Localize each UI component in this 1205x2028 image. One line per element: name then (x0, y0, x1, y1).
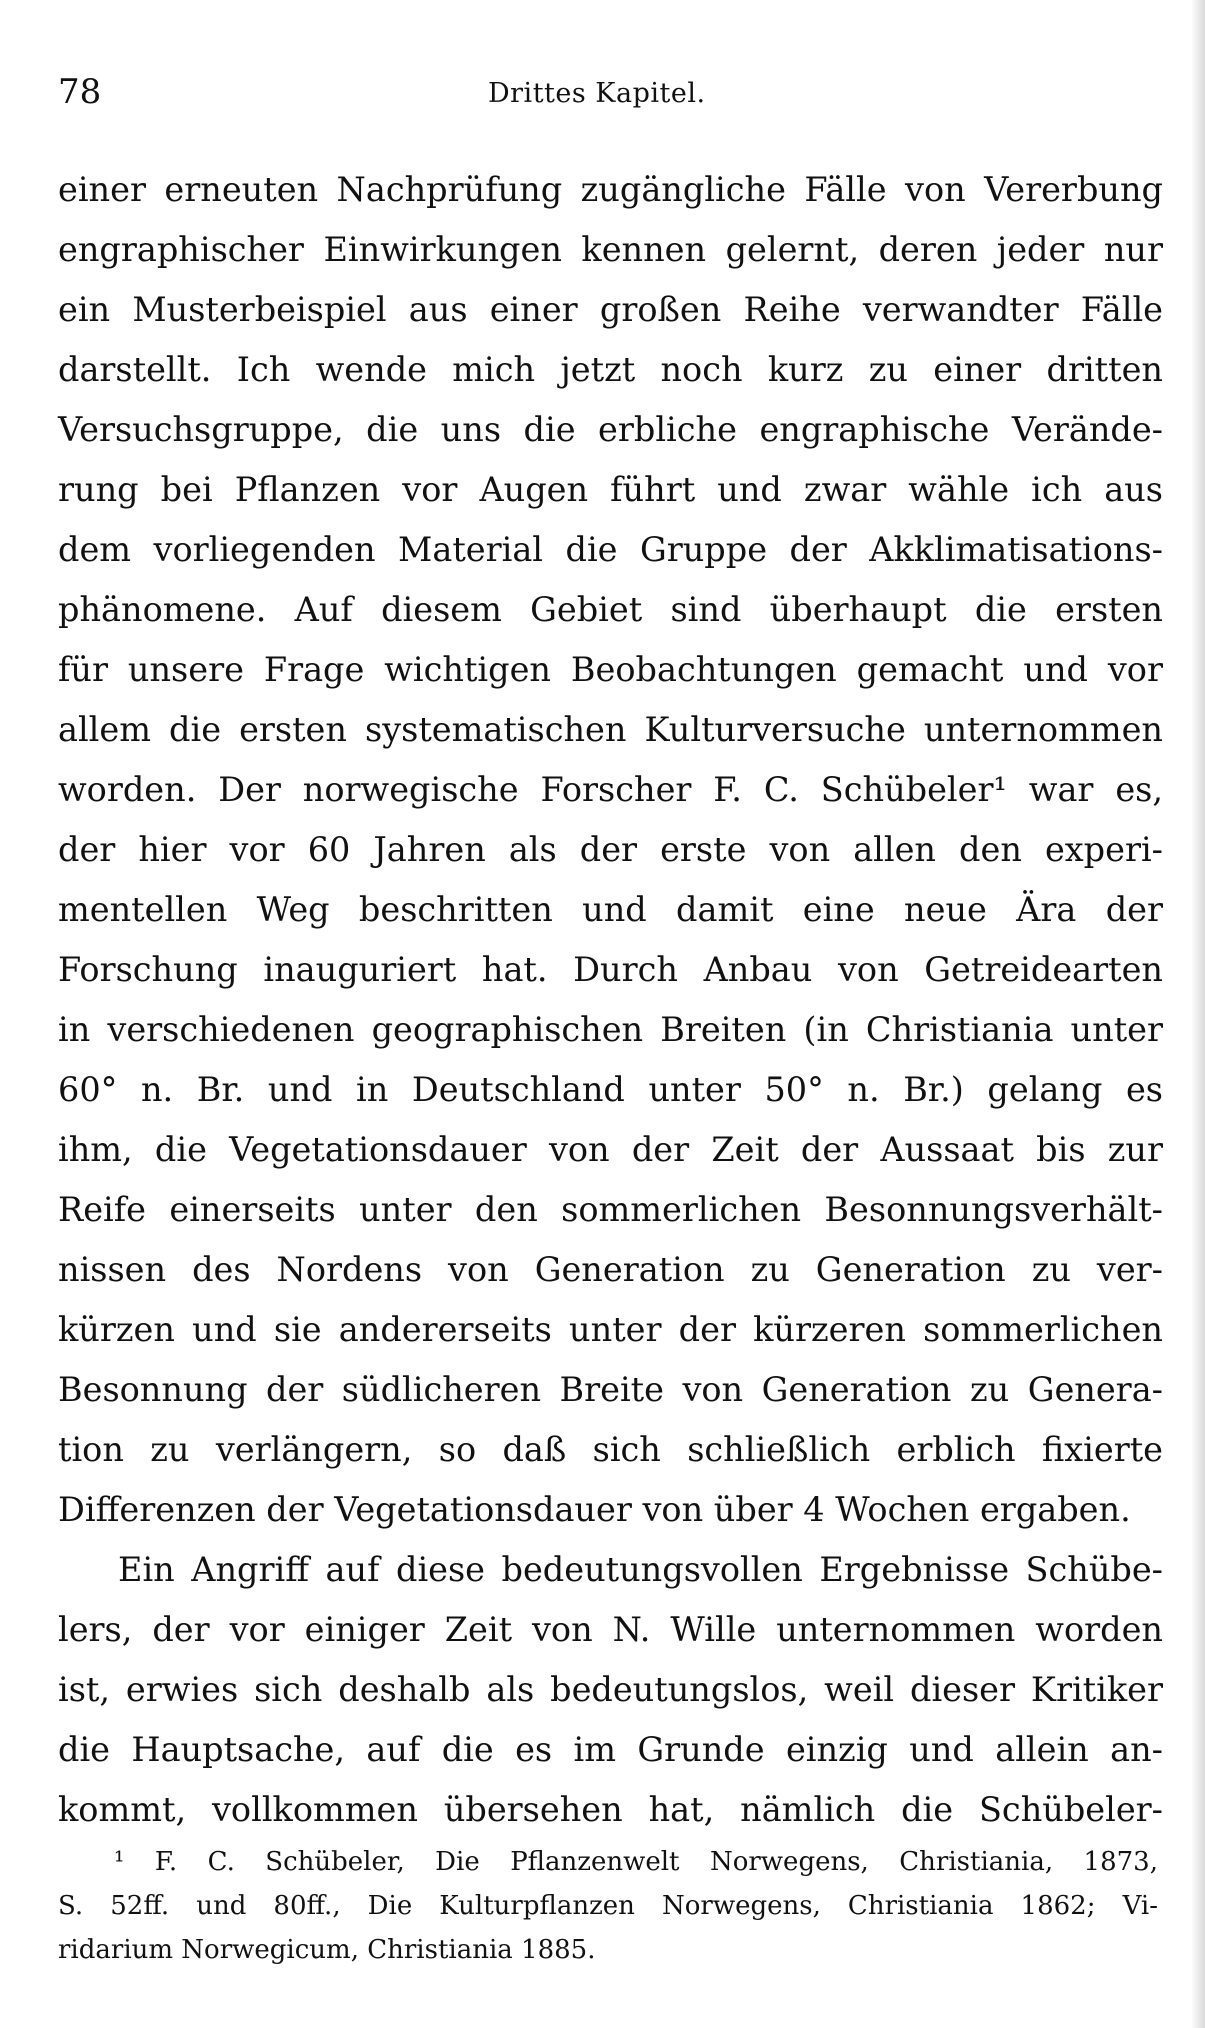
text-line: kommt, vollkommen übersehen hat, nämlich die Schübeler- (58, 1790, 1163, 1829)
footnote-line: S. 52ff. und 80ff., Die Kulturpflanzen Norwegens, Christiania 1862; Vi- (58, 1891, 1158, 1921)
page-edge-shadow (1191, 0, 1205, 2028)
text-line: Besonnung der südlicheren Breite von Generation zu Genera- (58, 1370, 1163, 1409)
text-line: 60° n. Br. und in Deutschland unter 50° n. Br.) gelang es (58, 1070, 1163, 1109)
text-line: mentellen Weg beschritten und damit eine neue Ära der (58, 890, 1163, 929)
text-line: lers, der vor einiger Zeit von N. Wille unternommen worden (58, 1610, 1163, 1649)
footnotes (58, 1840, 1158, 1972)
text-line: phänomene. Auf diesem Gebiet sind überhaupt die ersten (58, 590, 1163, 629)
text-line: engraphischer Einwirkungen kennen gelernt, deren jeder nur (58, 230, 1163, 269)
text-line: Forschung inauguriert hat. Durch Anbau von Getreidearten (58, 950, 1163, 989)
text-line: worden. Der norwegische Forscher F. C. Schübeler¹ war es, (58, 770, 1163, 809)
text-line: die Hauptsache, auf die es im Grunde einzig und allein an- (58, 1730, 1163, 1769)
footnote-line: ¹ F. C. Schübeler, Die Pflanzenwelt Norwegens, Christiania, 1873, (114, 1847, 1158, 1877)
text-line: ein Musterbeispiel aus einer großen Reihe verwandter Fälle (58, 290, 1163, 329)
page-header (58, 70, 1158, 120)
text-line: Differenzen der Vegetationsdauer von über 4 Wochen ergaben. (58, 1490, 1131, 1529)
text-line: ist, erwies sich deshalb als bedeutungslos, weil dieser Kritiker (58, 1670, 1163, 1709)
text-line: der hier vor 60 Jahren als der erste von allen den experi- (58, 830, 1163, 869)
text-line: ihm, die Vegetationsdauer von der Zeit der Aussaat bis zur (58, 1130, 1163, 1169)
body-text (58, 160, 1163, 1840)
text-line: Reife einerseits unter den sommerlichen Besonnungsverhält- (58, 1190, 1163, 1229)
page-number: 78 (58, 72, 102, 112)
text-line: kürzen und sie andererseits unter der kürzeren sommerlichen (58, 1310, 1163, 1349)
text-line: in verschiedenen geographischen Breiten (in Christiania unter (58, 1010, 1163, 1049)
running-head: Drittes Kapitel. (488, 78, 706, 109)
text-line: Versuchsgruppe, die uns die erbliche engraphische Verände- (58, 410, 1163, 449)
text-line: einer erneuten Nachprüfung zugängliche Fälle von Vererbung (58, 170, 1163, 209)
text-line: rung bei Pflanzen vor Augen führt und zwar wähle ich aus (58, 470, 1163, 509)
text-line: Ein Angriff auf diese bedeutungsvollen Ergebnisse Schübe- (118, 1550, 1163, 1589)
footnote-line: ridarium Norwegicum, Christiania 1885. (58, 1935, 596, 1965)
text-line: darstellt. Ich wende mich jetzt noch kurz zu einer dritten (58, 350, 1163, 389)
text-line: nissen des Nordens von Generation zu Generation zu ver- (58, 1250, 1163, 1289)
text-line: dem vorliegenden Material die Gruppe der Akklimatisations- (58, 530, 1163, 569)
text-line: tion zu verlängern, so daß sich schließlich erblich fixierte (58, 1430, 1163, 1469)
text-line: allem die ersten systematischen Kulturversuche unternommen (58, 710, 1163, 749)
text-line: für unsere Frage wichtigen Beobachtungen gemacht und vor (58, 650, 1163, 689)
